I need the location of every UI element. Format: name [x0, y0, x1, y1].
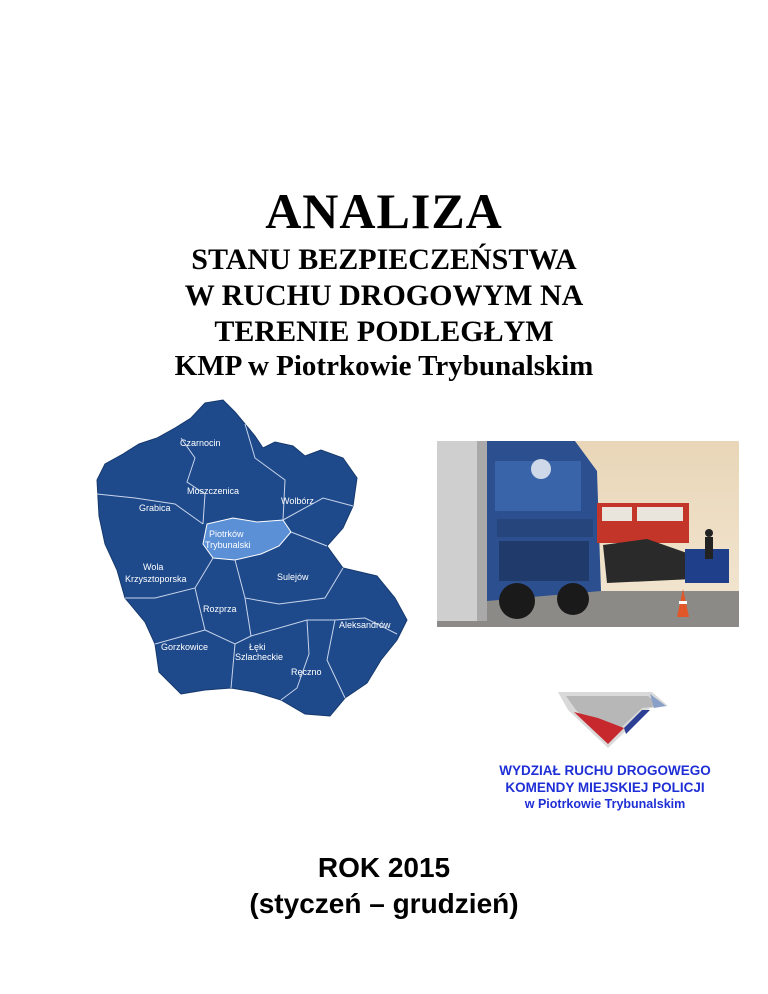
map-label-wola-2: Krzysztoporska	[125, 574, 187, 584]
department-line-1: WYDZIAŁ RUCHU DROGOWEGO	[499, 763, 711, 778]
accident-photo	[437, 441, 739, 627]
subtitle-line-4: KMP w Piotrkowie Trybunalskim	[174, 350, 594, 382]
subtitle-line-3: TERENIE PODLEGŁYM	[214, 315, 554, 348]
map-label-czarnocin: Czarnocin	[180, 438, 221, 448]
report-period: (styczeń – grudzień)	[249, 888, 519, 919]
map-label-leki-1: Łęki	[249, 642, 266, 652]
police-badge-emblem	[538, 688, 672, 750]
map-label-aleksandrow: Aleksandrów	[339, 620, 391, 630]
map-label-moszczenica: Moszczenica	[187, 486, 240, 496]
map-label-leki-2: Szlacheckie	[235, 652, 284, 662]
map-label-piotrkow-2: Trybunalski	[205, 540, 251, 550]
subtitle-line-1: STANU BEZPIECZEŃSTWA	[191, 243, 577, 276]
map-label-rozprza: Rozprza	[203, 604, 237, 614]
subtitle-line-2: W RUCHU DROGOWYM NA	[184, 279, 584, 312]
map-label-wola-1: Wola	[143, 562, 164, 572]
county-map	[95, 398, 425, 728]
document-title: ANALIZA	[265, 183, 503, 239]
department-line-3: w Piotrkowie Trybunalskim	[524, 797, 686, 811]
report-year: ROK 2015	[317, 852, 451, 883]
map-label-piotrkow-1: Piotrków	[209, 529, 244, 539]
map-label-gorzkowice: Gorzkowice	[161, 642, 209, 652]
department-line-2: KOMENDY MIEJSKIEJ POLICJI	[505, 780, 705, 795]
map-label-wolborz: Wolbórz	[281, 496, 314, 506]
map-label-reczno: Ręczno	[291, 667, 322, 677]
map-label-grabica: Grabica	[139, 503, 171, 513]
map-label-sulejow: Sulejów	[277, 572, 309, 582]
